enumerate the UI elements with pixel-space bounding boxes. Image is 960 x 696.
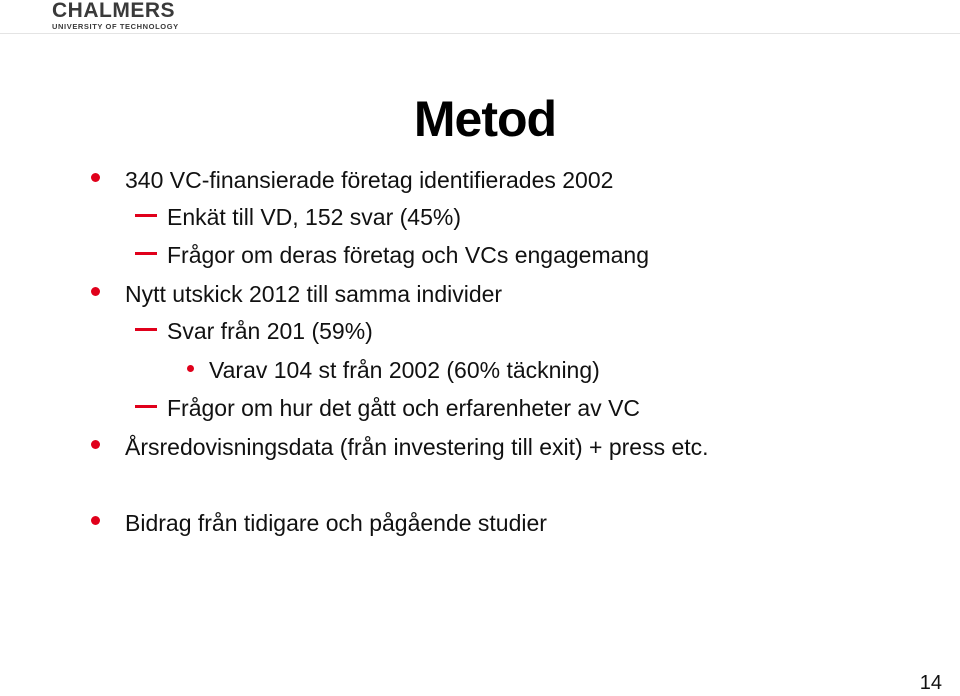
list-item-text: Frågor om deras företag och VCs engagemang <box>167 242 649 268</box>
list-item-text: Nytt utskick 2012 till samma individer <box>125 281 503 307</box>
dash-icon <box>135 328 157 331</box>
bullet-icon <box>91 287 100 296</box>
list-item <box>167 241 649 269</box>
list-item <box>167 203 461 231</box>
page-number: 14 <box>919 672 942 694</box>
list-item-text: Årsredovisningsdata (från investering till exit) + press etc. <box>125 434 709 460</box>
list-item-text: Svar från 201 (59%) <box>167 318 373 344</box>
dash-icon <box>135 214 157 217</box>
list-item <box>125 433 709 461</box>
list-item <box>209 356 600 384</box>
dash-icon <box>135 252 157 255</box>
bullet-icon <box>91 516 100 525</box>
bullet-icon <box>91 173 100 182</box>
bullet-icon <box>91 440 100 449</box>
bullet-icon <box>187 365 194 372</box>
logo-subtitle: UNIVERSITY OF TECHNOLOGY <box>52 22 179 31</box>
list-item <box>125 280 502 308</box>
list-item <box>125 509 547 537</box>
list-item <box>125 166 613 194</box>
list-item-text: Bidrag från tidigare och pågående studier <box>125 510 547 536</box>
list-item <box>167 317 373 345</box>
slide-title: Metod <box>413 91 557 147</box>
list-item-text: Varav 104 st från 2002 (60% täckning) <box>209 357 600 383</box>
logo-name: CHALMERS <box>52 0 175 22</box>
dash-icon <box>135 405 157 408</box>
list-item-text: Enkät till VD, 152 svar (45%) <box>167 204 462 230</box>
list-item-text: Frågor om hur det gått och erfarenheter av VC <box>167 395 641 421</box>
list-item <box>167 394 640 422</box>
list-item-text: 340 VC-finansierade företag identifierades 2002 <box>125 167 614 193</box>
